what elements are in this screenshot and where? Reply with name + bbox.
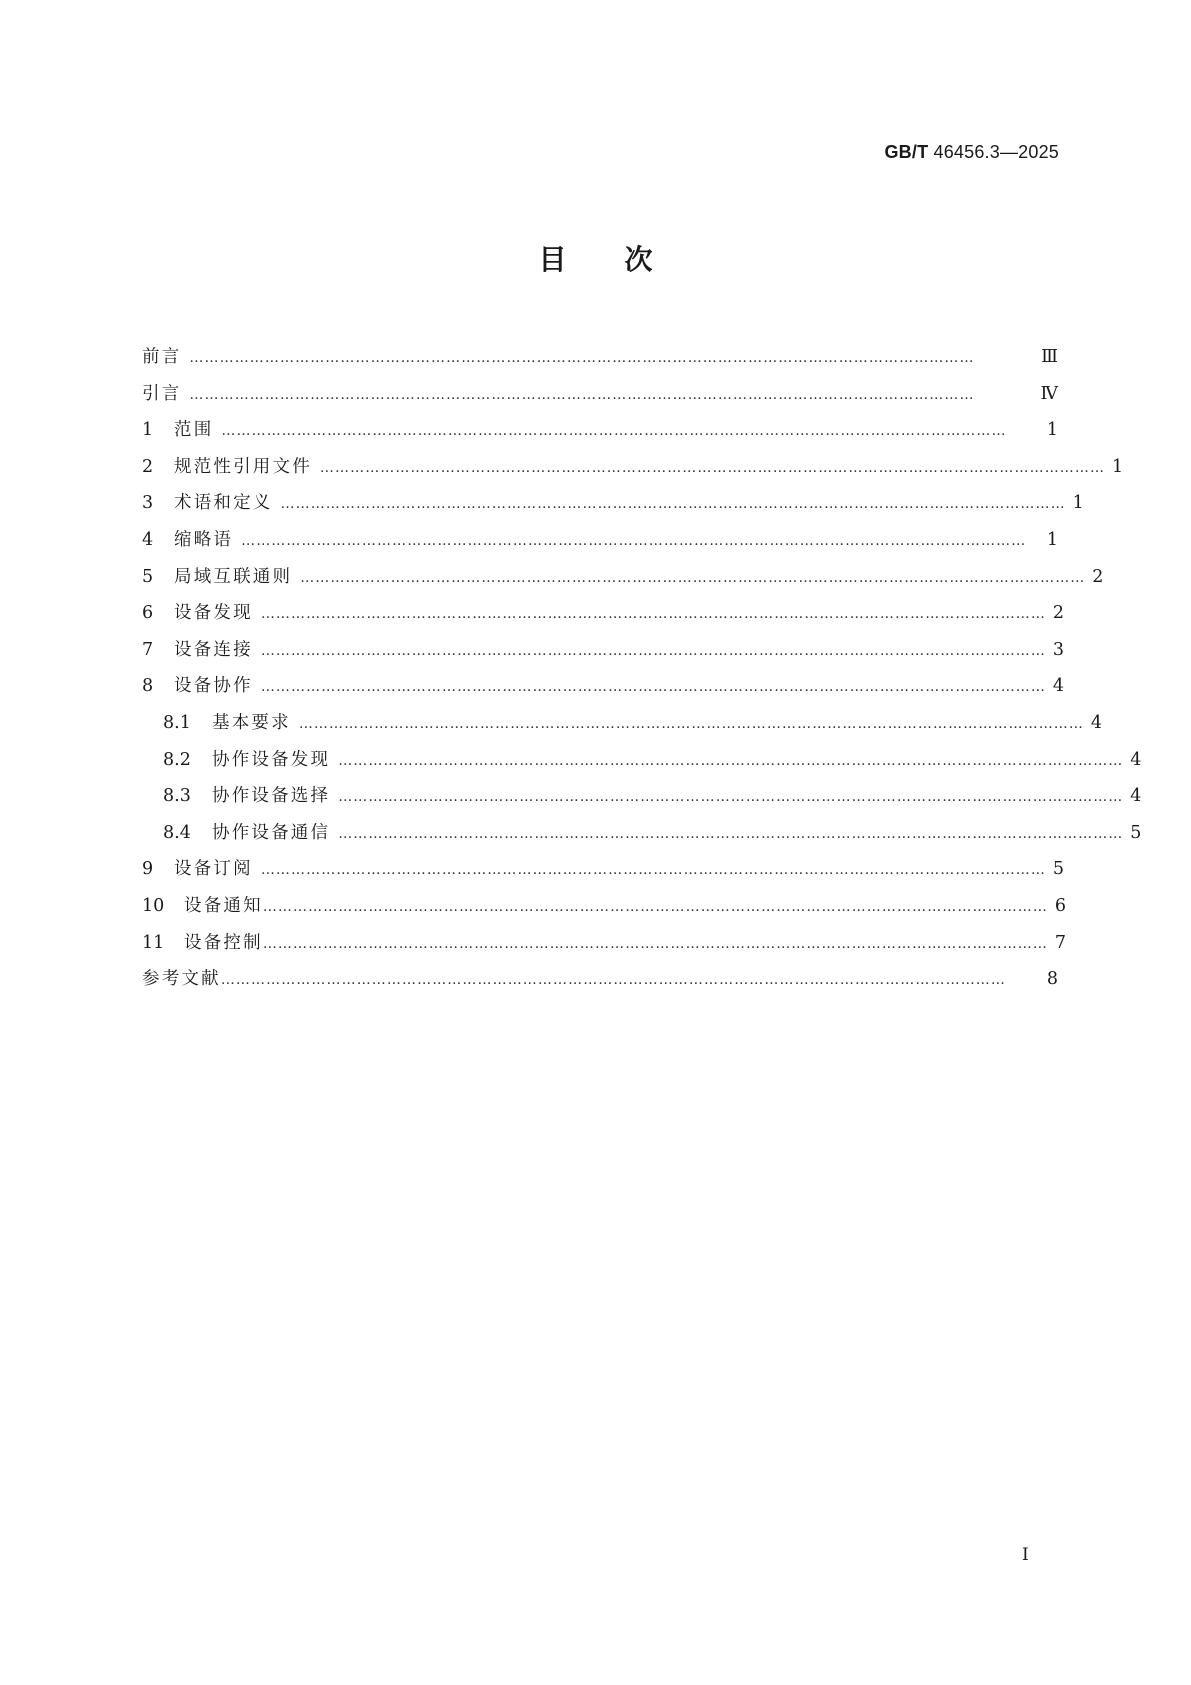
toc-leader: ………………………………………………………………………………………………………………………………………… xyxy=(338,789,1124,806)
toc-entry-text: 协作设备选择 xyxy=(212,786,331,807)
toc-entry-8-3[interactable] xyxy=(142,778,1142,815)
toc-entry-number: 8.1 xyxy=(163,712,191,733)
toc-entry-number: 1 xyxy=(142,420,154,441)
toc-entry-page: 4 xyxy=(1090,712,1103,733)
toc-entry-page: 5 xyxy=(1052,859,1065,880)
standard-code-prefix: GB/T xyxy=(884,142,929,162)
toc-entry-8-1[interactable] xyxy=(142,705,1103,742)
toc-entry-page: 4 xyxy=(1130,786,1142,807)
toc-leader: ………………………………………………………………………………………………………………………………………… xyxy=(280,496,1066,513)
toc-leader: ………………………………………………………………………………………………………………………………………… xyxy=(260,642,1047,659)
toc-entry-text: 设备协作 xyxy=(174,676,253,697)
toc-entry-text: 设备控制 xyxy=(184,932,263,953)
toc-entry-3[interactable] xyxy=(142,485,1084,522)
toc-entry-10[interactable] xyxy=(142,888,1067,925)
toc-entry-text: 协作设备发现 xyxy=(212,749,331,770)
toc-leader: ………………………………………………………………………………………………………………………………………… xyxy=(220,972,1007,989)
toc-leader: ………………………………………………………………………………………………………………………………………… xyxy=(338,825,1124,842)
toc-entry-page: 1 xyxy=(1072,493,1084,514)
toc-entry-1[interactable] xyxy=(142,412,1058,449)
toc-entry-number: 8.2 xyxy=(163,749,191,770)
toc-entry-number: 7 xyxy=(142,639,154,660)
toc-entry-page: 3 xyxy=(1052,639,1065,660)
toc-entry-text: 参考文献 xyxy=(142,969,221,990)
toc-entry-text: 范围 xyxy=(174,420,214,441)
toc-entry-8[interactable] xyxy=(142,668,1065,705)
toc-leader: ………………………………………………………………………………………………………………………………………… xyxy=(260,862,1047,879)
toc-entry-4[interactable] xyxy=(142,522,1058,559)
toc-leader: ………………………………………………………………………………………………………………………………………… xyxy=(262,898,1049,915)
toc-entry-number: 8 xyxy=(142,676,154,697)
toc-leader: ………………………………………………………………………………………………………………………………………… xyxy=(221,423,1007,440)
toc-entry-11[interactable] xyxy=(142,925,1067,962)
toc-title: 目次 xyxy=(538,243,711,276)
toc-entry-number: 10 xyxy=(142,895,165,916)
toc-entry-page: 1 xyxy=(1046,420,1058,441)
toc-entry-page: 6 xyxy=(1054,895,1067,916)
toc-entry-6[interactable] xyxy=(142,595,1065,632)
toc-entry-page: Ⅲ xyxy=(1041,347,1058,367)
toc-entry-text: 设备通知 xyxy=(184,895,263,916)
toc-leader: ………………………………………………………………………………………………………………………………………… xyxy=(260,606,1047,623)
toc-entry-page: 4 xyxy=(1130,749,1142,770)
toc-entry-number: 8.4 xyxy=(163,822,191,843)
toc-leader: ………………………………………………………………………………………………………………………………………… xyxy=(241,532,1027,549)
toc-entry-2[interactable] xyxy=(142,449,1124,486)
toc-entry-5[interactable] xyxy=(142,559,1104,596)
toc-entry-text: 基本要求 xyxy=(212,712,291,733)
toc-entry-8-4[interactable] xyxy=(142,815,1142,852)
toc-entry-bibliography[interactable] xyxy=(142,961,1058,998)
toc-entry-foreword[interactable] xyxy=(142,339,1058,376)
toc-entry-introduction[interactable] xyxy=(142,376,1058,413)
toc-entry-page: 2 xyxy=(1052,603,1065,624)
toc-entry-text: 引言 xyxy=(142,383,182,404)
toc-leader: ………………………………………………………………………………………………………………………………………… xyxy=(319,459,1106,476)
toc-entry-text: 缩略语 xyxy=(174,529,234,550)
toc-entry-number: 3 xyxy=(142,493,154,514)
toc-entry-page: 5 xyxy=(1130,822,1142,843)
toc-entry-number: 6 xyxy=(142,603,154,624)
page-number: Ⅰ xyxy=(1022,1545,1029,1565)
toc-leader: ………………………………………………………………………………………………………………………………………… xyxy=(189,386,975,403)
toc-entry-text: 前言 xyxy=(142,347,182,367)
toc-entry-text: 设备连接 xyxy=(174,639,253,660)
toc-entry-text: 术语和定义 xyxy=(174,493,273,514)
toc-leader: ………………………………………………………………………………………………………………………………………… xyxy=(189,350,975,366)
toc-entry-number: 11 xyxy=(142,932,165,953)
toc-leader: ………………………………………………………………………………………………………………………………………… xyxy=(262,935,1049,952)
toc-list xyxy=(142,339,1142,998)
toc-entry-text: 设备发现 xyxy=(174,603,253,624)
standard-number xyxy=(884,142,1059,163)
toc-entry-page: 4 xyxy=(1052,676,1065,697)
toc-entry-text: 协作设备通信 xyxy=(212,822,331,843)
toc-leader: ………………………………………………………………………………………………………………………………………… xyxy=(338,752,1124,769)
toc-entry-page: 1 xyxy=(1111,456,1124,477)
toc-entry-number: 2 xyxy=(142,456,154,477)
toc-entry-number: 8.3 xyxy=(163,786,191,807)
toc-entry-number: 9 xyxy=(142,859,154,880)
toc-entry-number: 5 xyxy=(142,566,154,587)
standard-code-number: 46456.3—2025 xyxy=(928,142,1059,162)
toc-leader: ………………………………………………………………………………………………………………………………………… xyxy=(260,679,1047,696)
toc-entry-page: 8 xyxy=(1046,969,1058,990)
toc-entry-page: Ⅳ xyxy=(1040,383,1058,404)
toc-entry-number: 4 xyxy=(142,529,154,550)
toc-entry-text: 局域互联通则 xyxy=(174,566,293,587)
toc-leader: ………………………………………………………………………………………………………………………………………… xyxy=(300,569,1086,586)
toc-entry-page: 1 xyxy=(1046,529,1058,550)
toc-entry-7[interactable] xyxy=(142,632,1065,669)
toc-entry-text: 设备订阅 xyxy=(174,859,253,880)
toc-entry-page: 7 xyxy=(1054,932,1067,953)
toc-entry-text: 规范性引用文件 xyxy=(174,456,312,477)
toc-entry-8-2[interactable] xyxy=(142,742,1142,779)
toc-entry-9[interactable] xyxy=(142,851,1065,888)
toc-entry-page: 2 xyxy=(1092,566,1104,587)
toc-leader: ………………………………………………………………………………………………………………………………………… xyxy=(298,715,1085,732)
